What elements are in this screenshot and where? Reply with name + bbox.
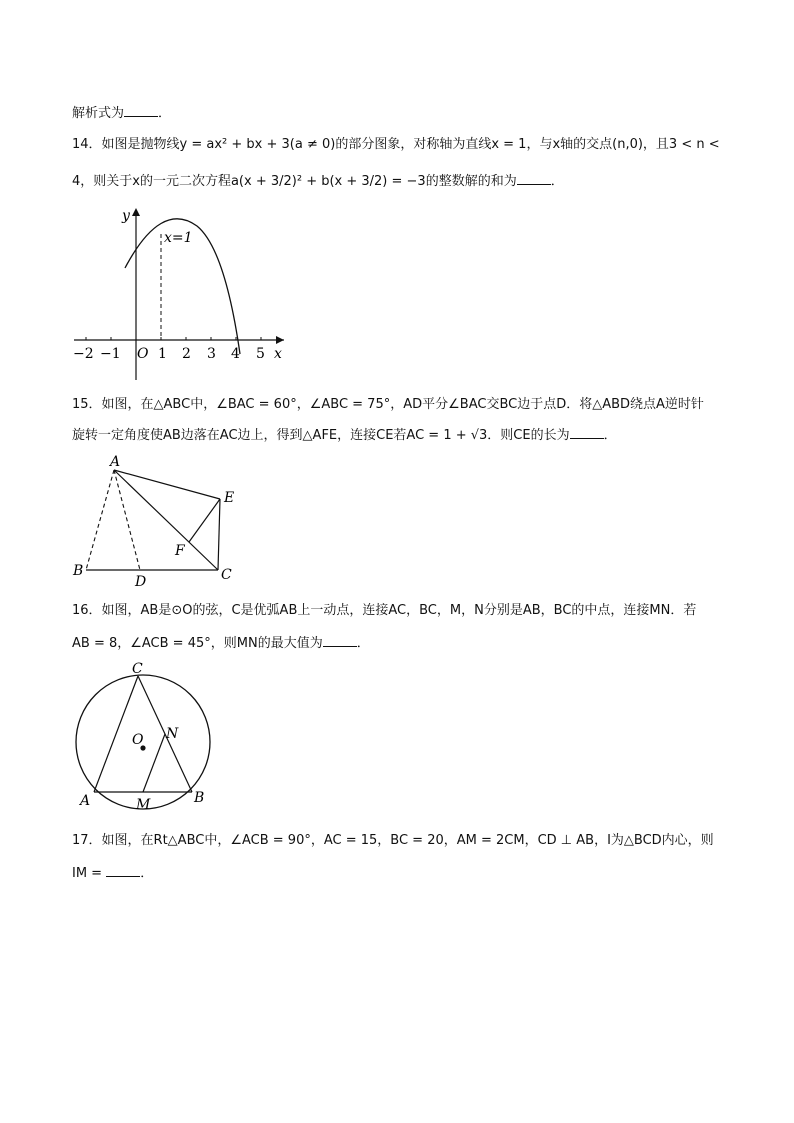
tick-label-2: 2 [182,346,191,362]
point-label-B: B [73,563,84,579]
symmetry-axis-label: x=1 [164,230,193,246]
point-label-C: C [221,567,232,583]
q15-triangle-figure [70,452,245,587]
segment-EC [218,499,220,570]
q17-line-1: 17．如图，在Rt△ABC中，∠ACB = 90°，AC = 15，BC = 20，AM = 2CM，CD ⊥ AB，I为△BCD内心，则 [72,833,714,848]
q16-line-1: 16．如图，AB是⊙O的弦，C是优弧AB上一动点，连接AC，BC，M，N分别是AB，BC的中点，连接MN．若 [72,603,697,618]
segment-AD [114,470,140,570]
tick-label-1: 1 [158,346,167,362]
segment-MN [143,734,165,792]
q16-line-2: AB = 8，∠ACB = 45°，则MN的最大值为 ． [72,636,370,651]
q17-line-2: IM = ． [72,866,154,881]
point-label-A: A [80,793,91,809]
point-label-F: F [175,543,185,559]
y-axis-arrow [132,208,140,216]
tick-label-neg2: −2 [73,346,94,362]
tick-label-4: 4 [231,346,240,362]
q14-line-1: 14．如图是抛物线y = ax² + bx + 3(a ≠ 0)的部分图象，对称轴为直线x = 1，与x轴的交点(n,0)，且3 < n < [72,137,720,152]
q15-line-1: 15．如图，在△ABC中，∠BAC = 60°，∠ABC = 75°，AD平分∠BAC交BC边于点D．将△ABD绕点A逆时针 [72,397,704,412]
tick-label-3: 3 [207,346,216,362]
answer-blank [517,172,551,185]
q15-line-2: 旋转一定角度使AB边落在AC边上，得到△AFE，连接CE若AC = 1 + √3．则CE的长为 ． [72,428,617,443]
point-label-O: O [132,732,144,748]
segment-AC [114,470,218,570]
q14-parabola-figure [70,204,290,384]
tick-label-neg1: −1 [100,346,121,362]
tick-label-5: 5 [256,346,265,362]
segment-EF [189,499,220,542]
x-axis-arrow [276,336,284,344]
x-axis-label: x [274,346,282,362]
point-label-E: E [224,490,235,506]
point-label-D: D [135,574,147,587]
segment-AB [86,470,114,570]
answer-blank [323,634,357,647]
answer-blank [124,104,158,117]
point-label-N: N [166,726,179,742]
y-axis-label: y [122,208,130,224]
q14-line-2: 4，则关于x的一元二次方程a(x + 3/2)² + b(x + 3/2) = −3的整数解的和为 ． [72,174,564,189]
q13-tail: 解析式为 ． [72,106,172,121]
q16-circle-figure [70,662,220,812]
point-label-A: A [110,454,121,470]
point-label-C: C [132,662,143,677]
point-label-M: M [136,797,151,812]
answer-blank [106,864,140,877]
origin-label: O [137,346,149,362]
point-label-B: B [194,790,205,806]
answer-blank [570,426,604,439]
